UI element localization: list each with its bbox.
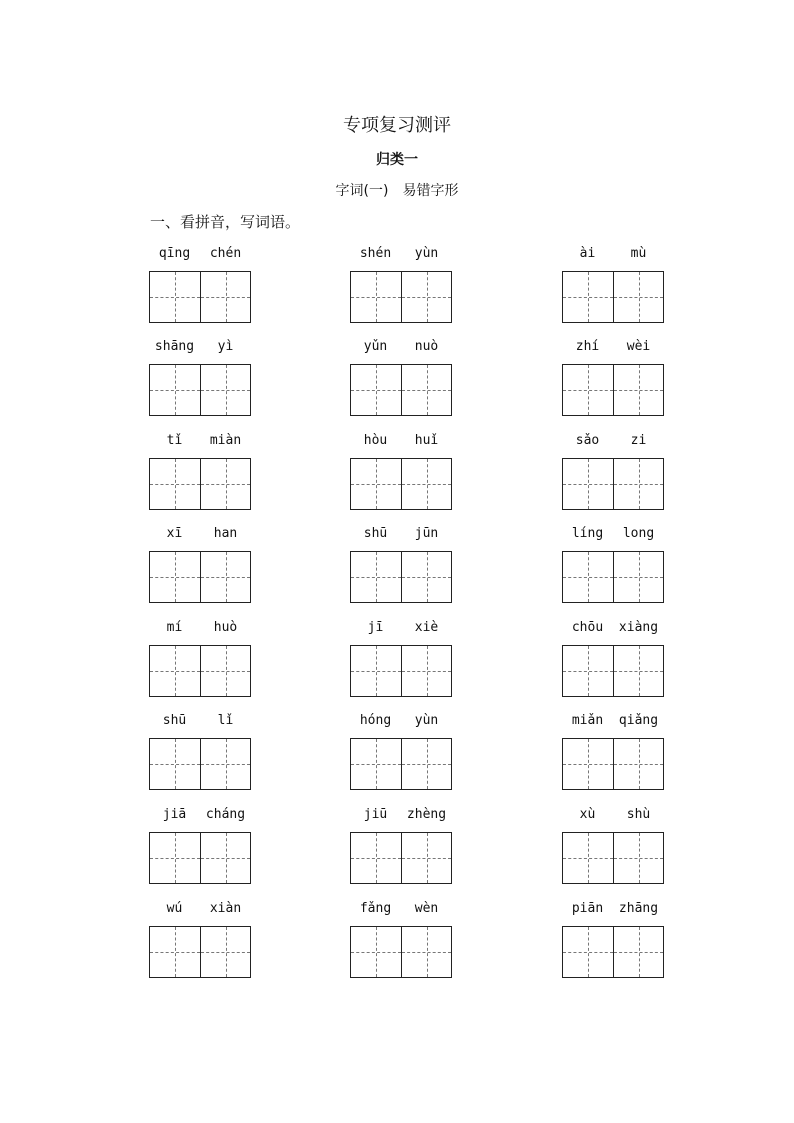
pinyin-syllable: líng (571, 526, 604, 541)
pinyin-row (350, 806, 452, 824)
writing-cell[interactable] (351, 365, 401, 415)
writing-grid (149, 738, 251, 790)
pinyin-syllable: tǐ (166, 433, 183, 448)
pinyin-item (350, 712, 452, 790)
writing-grid (562, 926, 664, 978)
pinyin-syllable: yì (217, 339, 234, 354)
writing-cell[interactable] (613, 833, 663, 883)
pinyin-syllable: jiū (363, 807, 388, 822)
pinyin-row (149, 525, 251, 543)
pinyin-syllable: jī (367, 620, 384, 635)
pinyin-syllable: jūn (414, 526, 439, 541)
writing-cell[interactable] (351, 459, 401, 509)
writing-cell[interactable] (200, 739, 250, 789)
pinyin-syllable: xiàng (618, 620, 659, 635)
writing-cell[interactable] (200, 833, 250, 883)
writing-cell[interactable] (351, 927, 401, 977)
pinyin-syllable: zhí (575, 339, 600, 354)
writing-cell[interactable] (563, 459, 613, 509)
pinyin-row (350, 245, 452, 263)
writing-cell[interactable] (563, 646, 613, 696)
writing-grid (562, 738, 664, 790)
pinyin-row (562, 619, 664, 637)
pinyin-syllable: huǐ (414, 433, 439, 448)
section-title-part1: 字词(一) (335, 183, 389, 199)
pinyin-item (149, 712, 251, 790)
writing-grid (149, 458, 251, 510)
pinyin-syllable: jiā (162, 807, 187, 822)
writing-cell[interactable] (150, 833, 200, 883)
pinyin-item (562, 525, 664, 603)
pinyin-syllable: ài (579, 246, 596, 261)
pinyin-row (562, 525, 664, 543)
pinyin-row (149, 900, 251, 918)
pinyin-syllable: yùn (414, 246, 439, 261)
writing-cell[interactable] (150, 272, 200, 322)
pinyin-syllable: hòu (363, 433, 388, 448)
pinyin-syllable: lǐ (217, 713, 234, 728)
pinyin-syllable: mí (166, 620, 183, 635)
pinyin-syllable: piān (571, 901, 604, 916)
writing-cell[interactable] (150, 739, 200, 789)
pinyin-item (350, 619, 452, 697)
pinyin-syllable: xiè (414, 620, 439, 635)
writing-cell[interactable] (563, 927, 613, 977)
pinyin-syllable: yùn (414, 713, 439, 728)
pinyin-item (562, 619, 664, 697)
pinyin-syllable: zi (630, 433, 647, 448)
writing-cell[interactable] (200, 459, 250, 509)
writing-cell[interactable] (351, 646, 401, 696)
question-heading: 一、看拼音，写词语。 (150, 213, 301, 231)
pinyin-syllable: qīng (158, 246, 191, 261)
document-subtitle: 归类一 (376, 152, 418, 168)
pinyin-syllable: nuò (414, 339, 439, 354)
writing-grid (562, 458, 664, 510)
writing-cell[interactable] (150, 459, 200, 509)
writing-cell[interactable] (613, 927, 663, 977)
document-title: 专项复习测评 (343, 115, 451, 136)
pinyin-item (350, 806, 452, 884)
pinyin-syllable: wú (166, 901, 183, 916)
writing-cell[interactable] (401, 552, 451, 602)
pinyin-syllable: zhāng (618, 901, 659, 916)
writing-cell[interactable] (401, 646, 451, 696)
writing-cell[interactable] (150, 552, 200, 602)
pinyin-syllable: long (622, 526, 655, 541)
pinyin-syllable: miǎn (571, 713, 604, 728)
section-title (0, 180, 794, 200)
writing-cell[interactable] (150, 646, 200, 696)
writing-cell[interactable] (401, 739, 451, 789)
writing-cell[interactable] (351, 833, 401, 883)
pinyin-item (350, 245, 452, 323)
writing-cell[interactable] (401, 927, 451, 977)
writing-cell[interactable] (563, 272, 613, 322)
pinyin-syllable: wèi (626, 339, 651, 354)
pinyin-syllable: miàn (209, 433, 242, 448)
writing-cell[interactable] (613, 272, 663, 322)
pinyin-syllable: qiǎng (618, 713, 659, 728)
pinyin-item (149, 619, 251, 697)
writing-grid (350, 551, 452, 603)
writing-cell[interactable] (563, 552, 613, 602)
pinyin-row (149, 712, 251, 730)
pinyin-syllable: xiàn (209, 901, 242, 916)
writing-cell[interactable] (401, 272, 451, 322)
writing-cell[interactable] (351, 739, 401, 789)
writing-cell[interactable] (401, 833, 451, 883)
pinyin-syllable: chōu (571, 620, 604, 635)
pinyin-row (149, 432, 251, 450)
writing-cell[interactable] (563, 365, 613, 415)
writing-cell[interactable] (150, 927, 200, 977)
pinyin-syllable: shū (363, 526, 388, 541)
pinyin-row (350, 432, 452, 450)
writing-grid (350, 645, 452, 697)
pinyin-item (149, 806, 251, 884)
writing-cell[interactable] (200, 365, 250, 415)
pinyin-item (350, 338, 452, 416)
pinyin-syllable: yǔn (363, 339, 388, 354)
pinyin-row (149, 806, 251, 824)
writing-cell[interactable] (200, 646, 250, 696)
pinyin-row (562, 806, 664, 824)
pinyin-item (562, 806, 664, 884)
pinyin-item (350, 900, 452, 978)
writing-grid (149, 271, 251, 323)
writing-grid (149, 645, 251, 697)
pinyin-syllable: han (213, 526, 238, 541)
writing-cell[interactable] (351, 272, 401, 322)
pinyin-syllable: shù (626, 807, 651, 822)
pinyin-syllable: cháng (205, 807, 246, 822)
writing-grid (350, 364, 452, 416)
writing-cell[interactable] (401, 459, 451, 509)
pinyin-row (350, 619, 452, 637)
pinyin-syllable: hóng (359, 713, 392, 728)
pinyin-syllable: chén (209, 246, 242, 261)
writing-cell[interactable] (351, 552, 401, 602)
pinyin-row (562, 432, 664, 450)
pinyin-syllable: wèn (414, 901, 439, 916)
pinyin-row (562, 900, 664, 918)
pinyin-row (149, 338, 251, 356)
pinyin-syllable: zhèng (406, 807, 447, 822)
writing-grid (149, 926, 251, 978)
pinyin-item (149, 245, 251, 323)
pinyin-item (562, 712, 664, 790)
pinyin-syllable: shén (359, 246, 392, 261)
pinyin-item (562, 338, 664, 416)
writing-grid (562, 551, 664, 603)
pinyin-row (149, 245, 251, 263)
writing-cell[interactable] (613, 739, 663, 789)
pinyin-row (562, 338, 664, 356)
pinyin-row (562, 245, 664, 263)
writing-cell[interactable] (200, 272, 250, 322)
pinyin-item (350, 525, 452, 603)
pinyin-syllable: shāng (154, 339, 195, 354)
section-title-part2: 易错字形 (402, 183, 459, 199)
writing-cell[interactable] (401, 365, 451, 415)
pinyin-syllable: sǎo (575, 433, 600, 448)
pinyin-item (149, 525, 251, 603)
pinyin-item (149, 432, 251, 510)
writing-grid (562, 364, 664, 416)
writing-cell[interactable] (563, 833, 613, 883)
pinyin-syllable: shū (162, 713, 187, 728)
writing-grid (562, 271, 664, 323)
writing-grid (350, 738, 452, 790)
writing-grid (562, 645, 664, 697)
pinyin-syllable: xù (579, 807, 596, 822)
writing-grid (562, 832, 664, 884)
writing-cell[interactable] (613, 365, 663, 415)
writing-grid (350, 458, 452, 510)
pinyin-item (149, 338, 251, 416)
pinyin-item (350, 432, 452, 510)
writing-cell[interactable] (613, 552, 663, 602)
writing-grid (149, 832, 251, 884)
writing-grid (149, 364, 251, 416)
writing-cell[interactable] (613, 459, 663, 509)
writing-grid (350, 832, 452, 884)
pinyin-row (350, 338, 452, 356)
pinyin-row (350, 712, 452, 730)
pinyin-row (562, 712, 664, 730)
writing-cell[interactable] (563, 739, 613, 789)
pinyin-syllable: huò (213, 620, 238, 635)
writing-grid (350, 926, 452, 978)
pinyin-syllable: fǎng (359, 901, 392, 916)
writing-grid (149, 551, 251, 603)
pinyin-row (350, 900, 452, 918)
writing-cell[interactable] (200, 552, 250, 602)
pinyin-syllable: mù (630, 246, 647, 261)
pinyin-row (149, 619, 251, 637)
pinyin-item (562, 900, 664, 978)
writing-cell[interactable] (150, 365, 200, 415)
writing-cell[interactable] (613, 646, 663, 696)
pinyin-syllable: xī (166, 526, 183, 541)
writing-grid (350, 271, 452, 323)
pinyin-item (562, 432, 664, 510)
writing-cell[interactable] (200, 927, 250, 977)
pinyin-row (350, 525, 452, 543)
pinyin-item (149, 900, 251, 978)
pinyin-item (562, 245, 664, 323)
